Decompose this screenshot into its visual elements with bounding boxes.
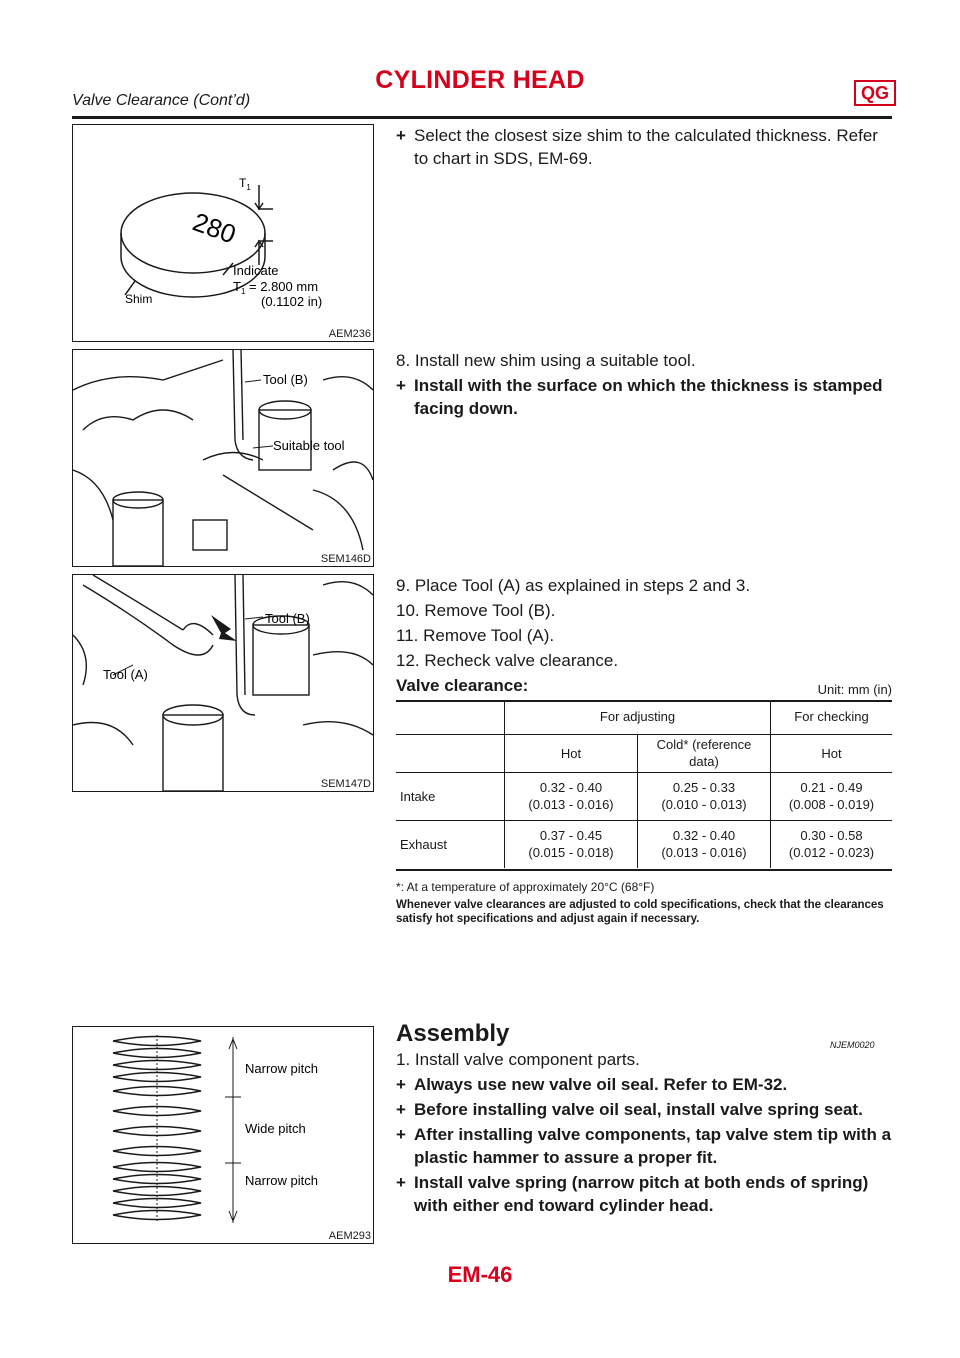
assembly-bullet-2 [396,1098,896,1121]
step-11: 11. Remove Tool (A). [396,626,555,645]
header-for-checking: For checking [794,709,869,725]
bullet-text: Install with the surface on which the thickness is stamped facing down. [414,376,883,418]
cell-value: 0.21 - 0.49 [800,780,863,795]
bullet-text: After installing valve components, tap valve stem tip with a plastic hammer to assure a proper fit. [414,1125,892,1167]
tool-b-label: Tool (B) [263,372,308,387]
header-for-adjusting: For adjusting [505,700,771,734]
t1-inch-label: (0.1102 in) [261,294,323,309]
step-10: 10. Remove Tool (B). [396,601,556,620]
header-hot: Hot [505,734,638,772]
remove-tool-illustration [73,575,373,791]
figure-install-shim [72,349,374,567]
figure-id: SEM146D [320,553,371,565]
bullet-mark: + [396,126,406,145]
bullet-text: Always use new valve oil seal. Refer to EM-32. [414,1075,788,1094]
row-label: Exhaust [396,820,505,868]
tool-a-label: Tool (A) [103,667,148,682]
bullet-select-shim [396,124,896,170]
bullet-mark: + [396,1100,406,1119]
direction-arrow-icon [211,615,237,641]
figure-id: AEM236 [328,328,371,340]
section-code: NJEM0020 [830,1040,875,1050]
cell-value: (0.013 - 0.016) [661,845,747,861]
engine-badge: QG [854,80,896,106]
header-hot-check: Hot [821,745,842,761]
suitable-tool-label: Suitable tool [273,438,345,453]
table-bottom-rule [396,869,892,871]
bullet-install-facing [396,374,896,420]
step-8: 8. Install new shim using a suitable tool. [396,351,696,370]
cell-value: 0.37 - 0.45 [539,828,603,844]
assembly-step-1: 1. Install valve component parts. [396,1050,640,1069]
row-label: Intake [396,772,505,820]
cell-value: (0.013 - 0.016) [528,797,614,812]
page-number: EM-46 [447,1262,513,1287]
narrow-pitch-top-label: Narrow pitch [245,1061,318,1076]
cell-value: (0.015 - 0.018) [528,845,614,861]
figure-remove-tool [72,574,374,792]
warning-note: Whenever valve clearances are adjusted to cold specifications, check that the clearances satisfy hot specifications and adjust again if necessary. [396,899,884,925]
tool-b-label: Tool (B) [265,611,310,626]
table-row [396,820,892,868]
cell-value: (0.008 - 0.019) [788,797,875,812]
shim-label: Shim [125,292,153,306]
assembly-heading: Assembly [396,1020,510,1047]
step-9: 9. Place Tool (A) as explained in steps 2 and 3. [396,576,751,595]
bullet-text: Install valve spring (narrow pitch at both ends of spring) with either end toward cylinder head. [414,1173,869,1215]
assembly-bullet-4 [396,1171,896,1217]
cell-value: 0.32 - 0.40 [539,780,603,795]
cell-value: 0.32 - 0.40 [672,828,736,844]
narrow-pitch-bottom-label: Narrow pitch [245,1173,318,1188]
footnote: *: At a temperature of approximately 20°C (68°F) [396,880,655,894]
table-row [396,772,892,820]
step-12: 12. Recheck valve clearance. [396,651,619,670]
bullet-mark: + [396,1075,406,1094]
bullet-mark: + [396,1173,406,1192]
t1-label: $T_1$ [239,176,251,192]
valve-spring-illustration [73,1027,373,1243]
wide-pitch-label: Wide pitch [245,1121,306,1136]
section-subtitle: Valve Clearance (Cont’d) [72,92,251,109]
figure-shim [72,124,374,342]
header-cold: Cold* (reference data) [638,734,771,772]
figure-id: SEM147D [320,778,371,790]
bullet-text: Before installing valve oil seal, install valve spring seat. [414,1100,863,1119]
figure-id: AEM293 [328,1230,371,1242]
t1-value-label: $T_1 = 2.800$ mm [233,279,319,296]
indicate-label: Indicate [233,263,279,278]
figure-valve-spring [72,1026,374,1244]
shim-illustration [73,125,373,341]
assembly-bullet-3 [396,1123,896,1169]
valve-clearance-heading: Valve clearance: [396,676,529,695]
assembly-bullet-1 [396,1073,896,1096]
header-rule [72,116,892,119]
cell-value: (0.012 - 0.023) [788,845,875,861]
unit-label: Unit: mm (in) [817,682,892,697]
table-header-row [396,700,892,734]
table-subheader-row [396,734,892,772]
bullet-mark: + [396,1125,406,1144]
cell-value: 0.30 - 0.58 [800,828,863,844]
valve-clearance-table [396,700,892,868]
cell-value: 0.25 - 0.33 [672,780,736,795]
bullet-mark: + [396,376,406,395]
page-title: CYLINDER HEAD [375,66,585,94]
bullet-text: Select the closest size shim to the calculated thickness. Refer to chart in SDS, EM-69. [414,126,878,168]
install-shim-illustration [73,350,373,566]
shim-stamp: 280 [188,206,240,250]
cell-value: (0.010 - 0.013) [661,797,747,812]
